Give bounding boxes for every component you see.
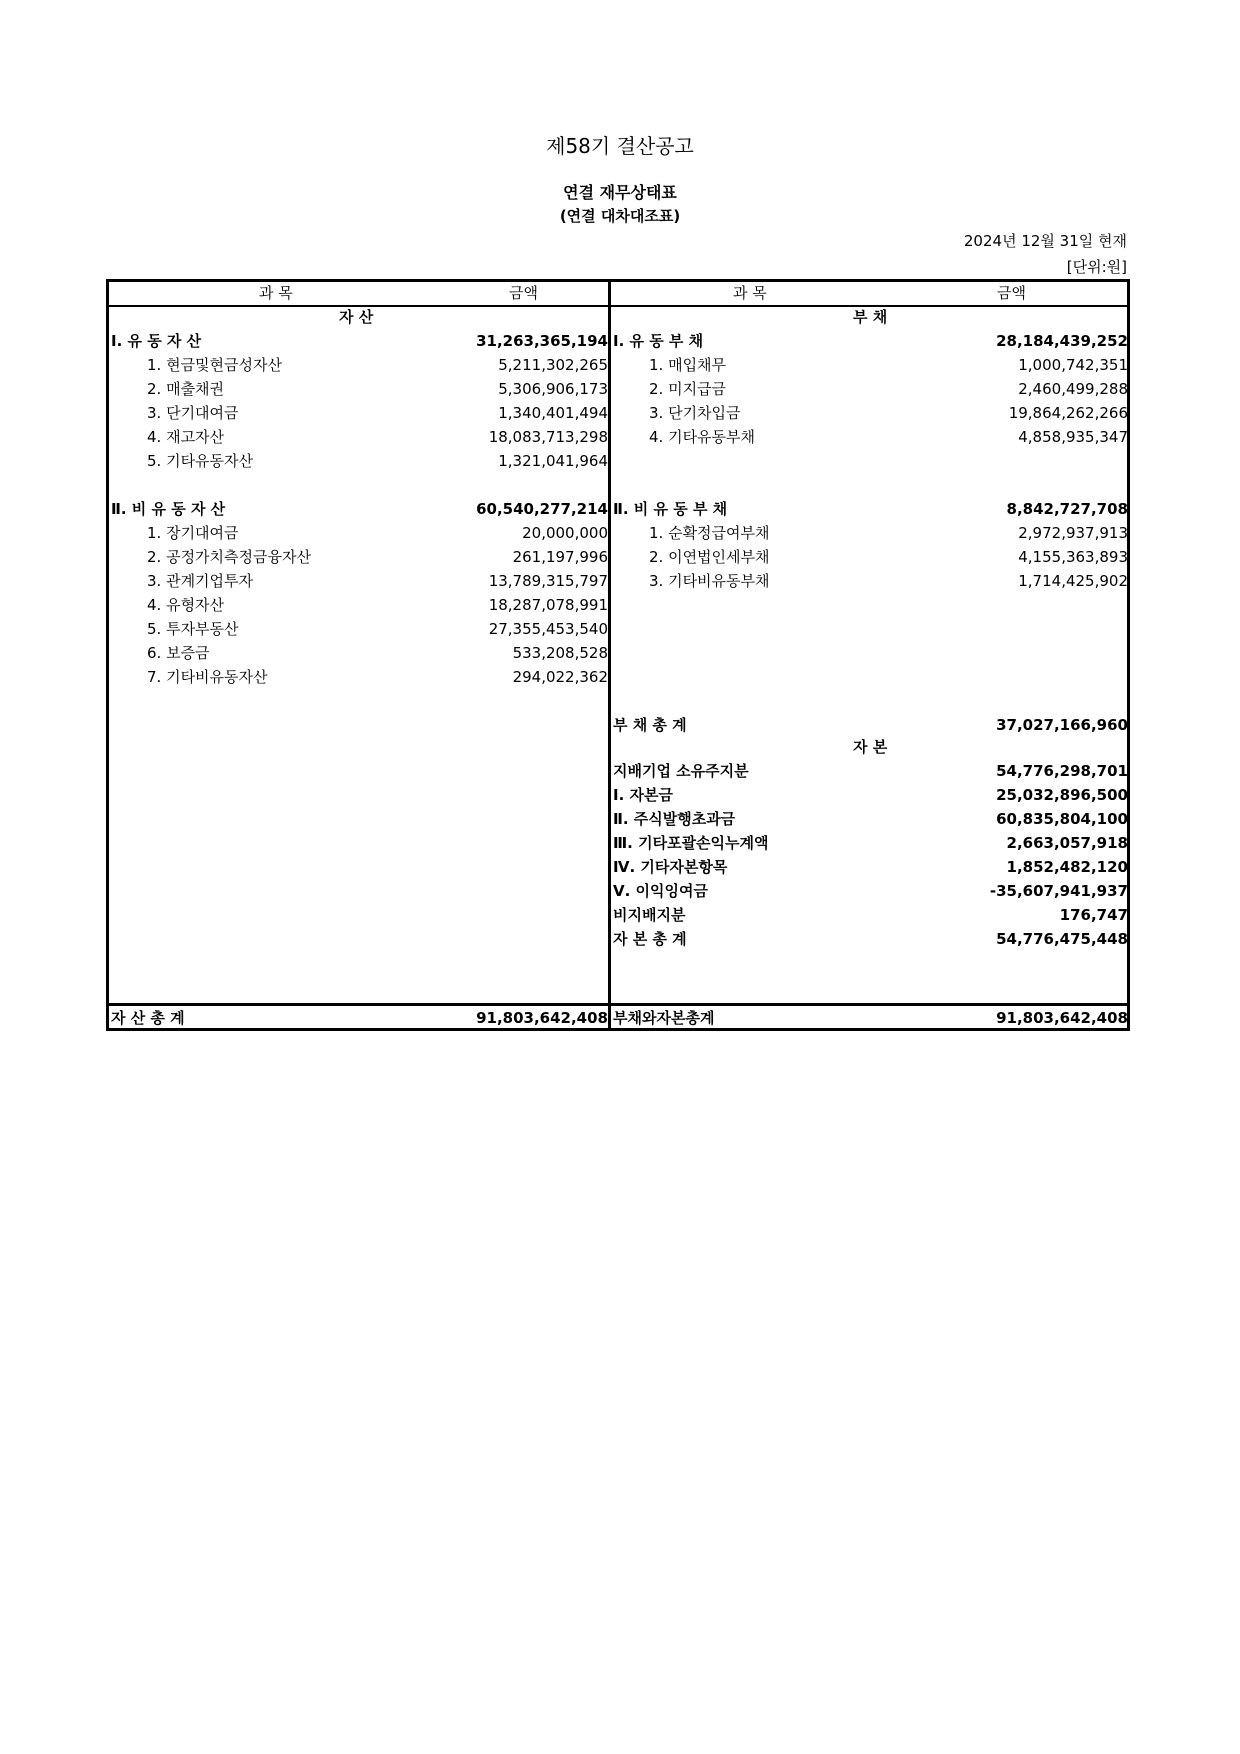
row-amount: 19,864,262,266	[1008, 404, 1128, 422]
row-amount: 91,803,642,408	[996, 1009, 1128, 1027]
row-amount: 176,747	[1059, 906, 1128, 924]
assets-section-label: 자 산	[339, 308, 374, 326]
liability-item-row	[611, 353, 1130, 377]
row-amount: 25,032,896,500	[996, 786, 1128, 804]
row-label: 7. 기타비유동자산	[147, 668, 268, 686]
liabilities-section-label: 부 채	[853, 308, 888, 326]
total-assets-row	[109, 1006, 608, 1030]
liability-item-row	[611, 545, 1130, 569]
asset-item-row	[109, 377, 608, 401]
left-amount-header: 금액	[509, 284, 538, 302]
equity-item-row	[611, 759, 1130, 783]
right-amount-header: 금액	[997, 284, 1026, 302]
row-amount: 5,306,906,173	[498, 380, 608, 398]
equity-section-label: 자 본	[853, 738, 888, 756]
asset-item-row	[109, 449, 608, 473]
total-liabilities-row	[611, 713, 1130, 737]
liability-item-row	[611, 377, 1130, 401]
row-label: Ⅱ. 주식발행초과금	[613, 810, 736, 828]
report-date: 2024년 12월 31일 현재	[963, 232, 1127, 250]
row-label: Ⅲ. 기타포괄손익누계액	[613, 834, 769, 852]
row-label: 5. 투자부동산	[147, 620, 239, 638]
row-amount: 533,208,528	[512, 644, 608, 662]
asset-item-row	[109, 425, 608, 449]
row-amount: 91,803,642,408	[476, 1009, 608, 1027]
liability-item-row	[611, 569, 1130, 593]
asset-item-row	[109, 641, 608, 665]
row-label: 1. 장기대여금	[147, 524, 239, 542]
liability-item-row	[611, 425, 1130, 449]
row-label: 3. 단기차입금	[649, 404, 741, 422]
liability-item-row	[611, 401, 1130, 425]
noncurrent-assets-row	[109, 497, 608, 521]
equity-item-row	[611, 783, 1130, 807]
total-equity-row	[611, 927, 1130, 951]
asset-item-row	[109, 521, 608, 545]
row-amount: 27,355,453,540	[488, 620, 608, 638]
row-amount: 4,155,363,893	[1018, 548, 1128, 566]
row-label: 1. 현금및현금성자산	[147, 356, 283, 374]
equity-item-row	[611, 831, 1130, 855]
row-label: 6. 보증금	[147, 644, 210, 662]
row-amount: 1,714,425,902	[1018, 572, 1128, 590]
row-amount: 60,835,804,100	[996, 810, 1128, 828]
row-label: Ⅳ. 기타자본항목	[613, 858, 728, 876]
row-label: 1. 매입채무	[649, 356, 727, 374]
row-amount: 54,776,298,701	[996, 762, 1128, 780]
unit-label: [단위:원]	[1066, 258, 1127, 276]
row-amount: 2,460,499,288	[1018, 380, 1128, 398]
row-amount: 294,022,362	[512, 668, 608, 686]
row-label: 2. 미지급금	[649, 380, 727, 398]
row-amount: 5,211,302,265	[498, 356, 608, 374]
row-amount: 2,972,937,913	[1018, 524, 1128, 542]
left-item-header: 과 목	[259, 284, 293, 302]
assets-section-header	[109, 305, 608, 329]
asset-item-row	[109, 545, 608, 569]
row-amount: 261,197,996	[512, 548, 608, 566]
left-column-header	[109, 281, 608, 305]
row-label: 부 채 총 계	[613, 716, 687, 734]
row-amount: 1,852,482,120	[1006, 858, 1128, 876]
liabilities-section-header	[611, 305, 1130, 329]
row-amount: 1,000,742,351	[1018, 356, 1128, 374]
row-label: Ⅰ. 유 동 부 채	[613, 332, 704, 350]
asset-item-row	[109, 569, 608, 593]
asset-item-row	[109, 353, 608, 377]
row-amount: 54,776,475,448	[996, 930, 1128, 948]
row-label: Ⅱ. 비 유 동 부 채	[613, 500, 728, 518]
statement-title: 연결 재무상태표	[563, 183, 677, 202]
row-label: Ⅰ. 자본금	[613, 786, 673, 804]
equity-item-row	[611, 855, 1130, 879]
row-amount: 18,083,713,298	[488, 428, 608, 446]
row-label: 자 산 총 계	[111, 1009, 185, 1027]
document-title: 제58기 결산공고	[546, 134, 694, 158]
row-amount: 2,663,057,918	[1006, 834, 1128, 852]
equity-item-row	[611, 879, 1130, 903]
equity-item-row	[611, 903, 1130, 927]
asset-item-row	[109, 593, 608, 617]
row-label: 4. 유형자산	[147, 596, 225, 614]
row-amount: 18,287,078,991	[488, 596, 608, 614]
row-label: Ⅴ. 이익잉여금	[613, 882, 708, 900]
right-column-header	[611, 281, 1130, 305]
row-label: 4. 기타유동부채	[649, 428, 756, 446]
row-amount: 37,027,166,960	[996, 716, 1128, 734]
row-amount: 60,540,277,214	[476, 500, 608, 518]
row-label: 자 본 총 계	[613, 930, 687, 948]
current-liabilities-row	[611, 329, 1130, 353]
row-amount: 1,321,041,964	[498, 452, 608, 470]
row-amount: 28,184,439,252	[996, 332, 1128, 350]
row-amount: 8,842,727,708	[1006, 500, 1128, 518]
row-label: 2. 공정가치측정금융자산	[147, 548, 311, 566]
row-label: 비지배지분	[613, 906, 686, 924]
row-label: 지배기업 소유주지분	[613, 762, 749, 780]
right-item-header: 과 목	[733, 284, 767, 302]
statement-subtitle: (연결 대차대조표)	[559, 207, 681, 225]
row-label: Ⅰ. 유 동 자 산	[111, 332, 202, 350]
row-label: 3. 기타비유동부채	[649, 572, 770, 590]
row-amount: 1,340,401,494	[498, 404, 608, 422]
row-amount: 31,263,365,194	[476, 332, 608, 350]
asset-item-row	[109, 665, 608, 689]
asset-item-row	[109, 617, 608, 641]
liability-item-row	[611, 521, 1130, 545]
row-label: 3. 관계기업투자	[147, 572, 254, 590]
row-label: Ⅱ. 비 유 동 자 산	[111, 500, 226, 518]
row-amount: 4,858,935,347	[1018, 428, 1128, 446]
current-assets-row	[109, 329, 608, 353]
noncurrent-liabilities-row	[611, 497, 1130, 521]
row-label: 2. 이연법인세부채	[649, 548, 770, 566]
row-amount: -35,607,941,937	[989, 882, 1128, 900]
row-label: 부채와자본총계	[613, 1009, 715, 1027]
row-amount: 13,789,315,797	[488, 572, 608, 590]
row-label: 2. 매출채권	[147, 380, 225, 398]
equity-section-header	[611, 735, 1130, 759]
row-label: 1. 순확정급여부채	[649, 524, 770, 542]
total-liabilities-equity-row	[611, 1006, 1130, 1030]
row-label: 4. 재고자산	[147, 428, 225, 446]
equity-item-row	[611, 807, 1130, 831]
row-label: 3. 단기대여금	[147, 404, 239, 422]
row-amount: 20,000,000	[522, 524, 608, 542]
balance-sheet-table	[106, 279, 1130, 1031]
asset-item-row	[109, 401, 608, 425]
row-label: 5. 기타유동자산	[147, 452, 254, 470]
